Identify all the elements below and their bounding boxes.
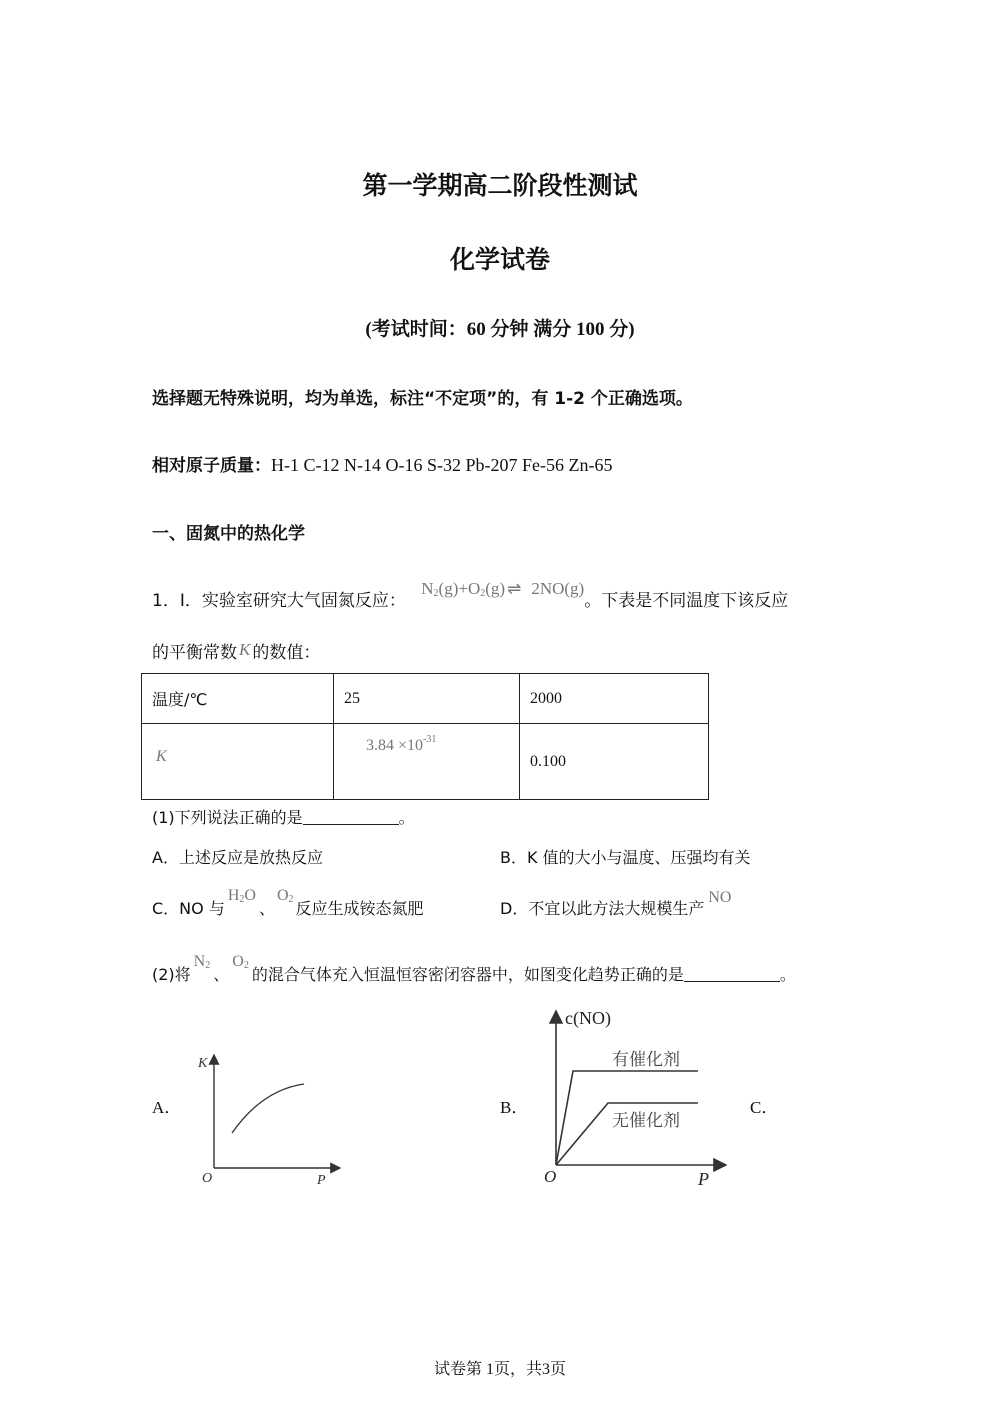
section-heading: 一、固氮中的热化学 (152, 524, 305, 544)
q1-number: 1．Ⅰ．实验室研究大气固氮反应： (152, 591, 406, 611)
option-1c: C．NO 与$H_2O$、$O_2$ 反应生成铵态氮肥 (152, 887, 424, 918)
option-1b: B．K 值的大小与温度、压强均有关 (500, 848, 751, 867)
equilibrium-constant-table (141, 673, 709, 800)
atomic-masses-label: 相对原子质量： (152, 456, 271, 476)
page-footer: 试卷第 1页，共3页 (433, 1361, 566, 1378)
atomic-masses-values: H-1 C-12 N-14 O-16 S-32 Pb-207 Fe-56 Zn-65 (271, 455, 613, 475)
q1-stem-line1 (152, 579, 789, 611)
formula-no: NO (708, 889, 732, 906)
graph-a-y-label: K (198, 1056, 208, 1071)
formula-h2o: $H_2O$ (227, 887, 256, 905)
graph-a-x-label: P (317, 1173, 326, 1188)
exam-subtitle: 化学试卷 (449, 245, 550, 274)
graph-option-a-label: A． (152, 1098, 182, 1117)
table-k-value-25: $3.84 \times 10^{-31}$ (366, 734, 437, 754)
graph-b-origin: O (544, 1167, 557, 1186)
table-row-k-label: K (156, 747, 167, 765)
graph-b-y-label: c(NO) (565, 1008, 611, 1028)
formula-n2: $N_2$ (193, 953, 211, 971)
q1-sub2-stem: (2)将$N_2$ 、$O_2$ 的混合气体充入恒温恒容密闭容器中，如图变化趋势正确的是 。 (152, 953, 796, 984)
option-1d: D．不宜以此方法大规模生产NO (500, 889, 732, 918)
answer-blank-2[interactable] (684, 967, 780, 982)
graph-b-series-catalyst: 有催化剂 (612, 1050, 680, 1070)
table-k-value-2000: 0.100 (520, 724, 709, 800)
graph-b-series-no-catalyst: 无催化剂 (612, 1111, 680, 1131)
graph-option-c-label: C． (750, 1098, 779, 1117)
graph-a (190, 1045, 355, 1190)
option-1a: A．上述反应是放热反应 (152, 848, 323, 867)
table-temp-2000: 2000 (520, 674, 709, 724)
exam-time-info: (考试时间：60 分钟 满分 100 分) (365, 319, 635, 340)
formula-o2-b: $O_2$ (232, 953, 249, 971)
graph-a-origin: O (202, 1171, 213, 1186)
graph-b (538, 1005, 738, 1190)
q1-stem-continue: 。下表是不同温度下该反应 (584, 591, 789, 611)
atomic-masses (152, 451, 612, 476)
table-temp-25: 25 (334, 674, 520, 724)
q1-stem-line2: 的平衡常数 K 的数值： (152, 640, 321, 663)
exam-title: 第一学期高二阶段性测试 (362, 171, 638, 200)
reaction-equation: $N_2(g)+O_2(g)$ ⇌ 2NO(g) (421, 579, 585, 599)
answer-blank-1[interactable] (303, 810, 399, 825)
table-header-label: 温度/℃ (142, 674, 334, 724)
graph-option-b-label: B． (500, 1098, 529, 1117)
k-symbol: K (239, 640, 251, 659)
q1-sub1-stem: (1)下列说法正确的是 。 (152, 808, 415, 827)
formula-o2: $O_2$ (276, 887, 294, 905)
graph-b-x-label: P (698, 1169, 709, 1189)
graph-a-curve (232, 1084, 304, 1133)
instructions: 选择题无特殊说明，均为单选，标注“不定项”的，有 1-2 个正确选项。 (152, 389, 693, 409)
